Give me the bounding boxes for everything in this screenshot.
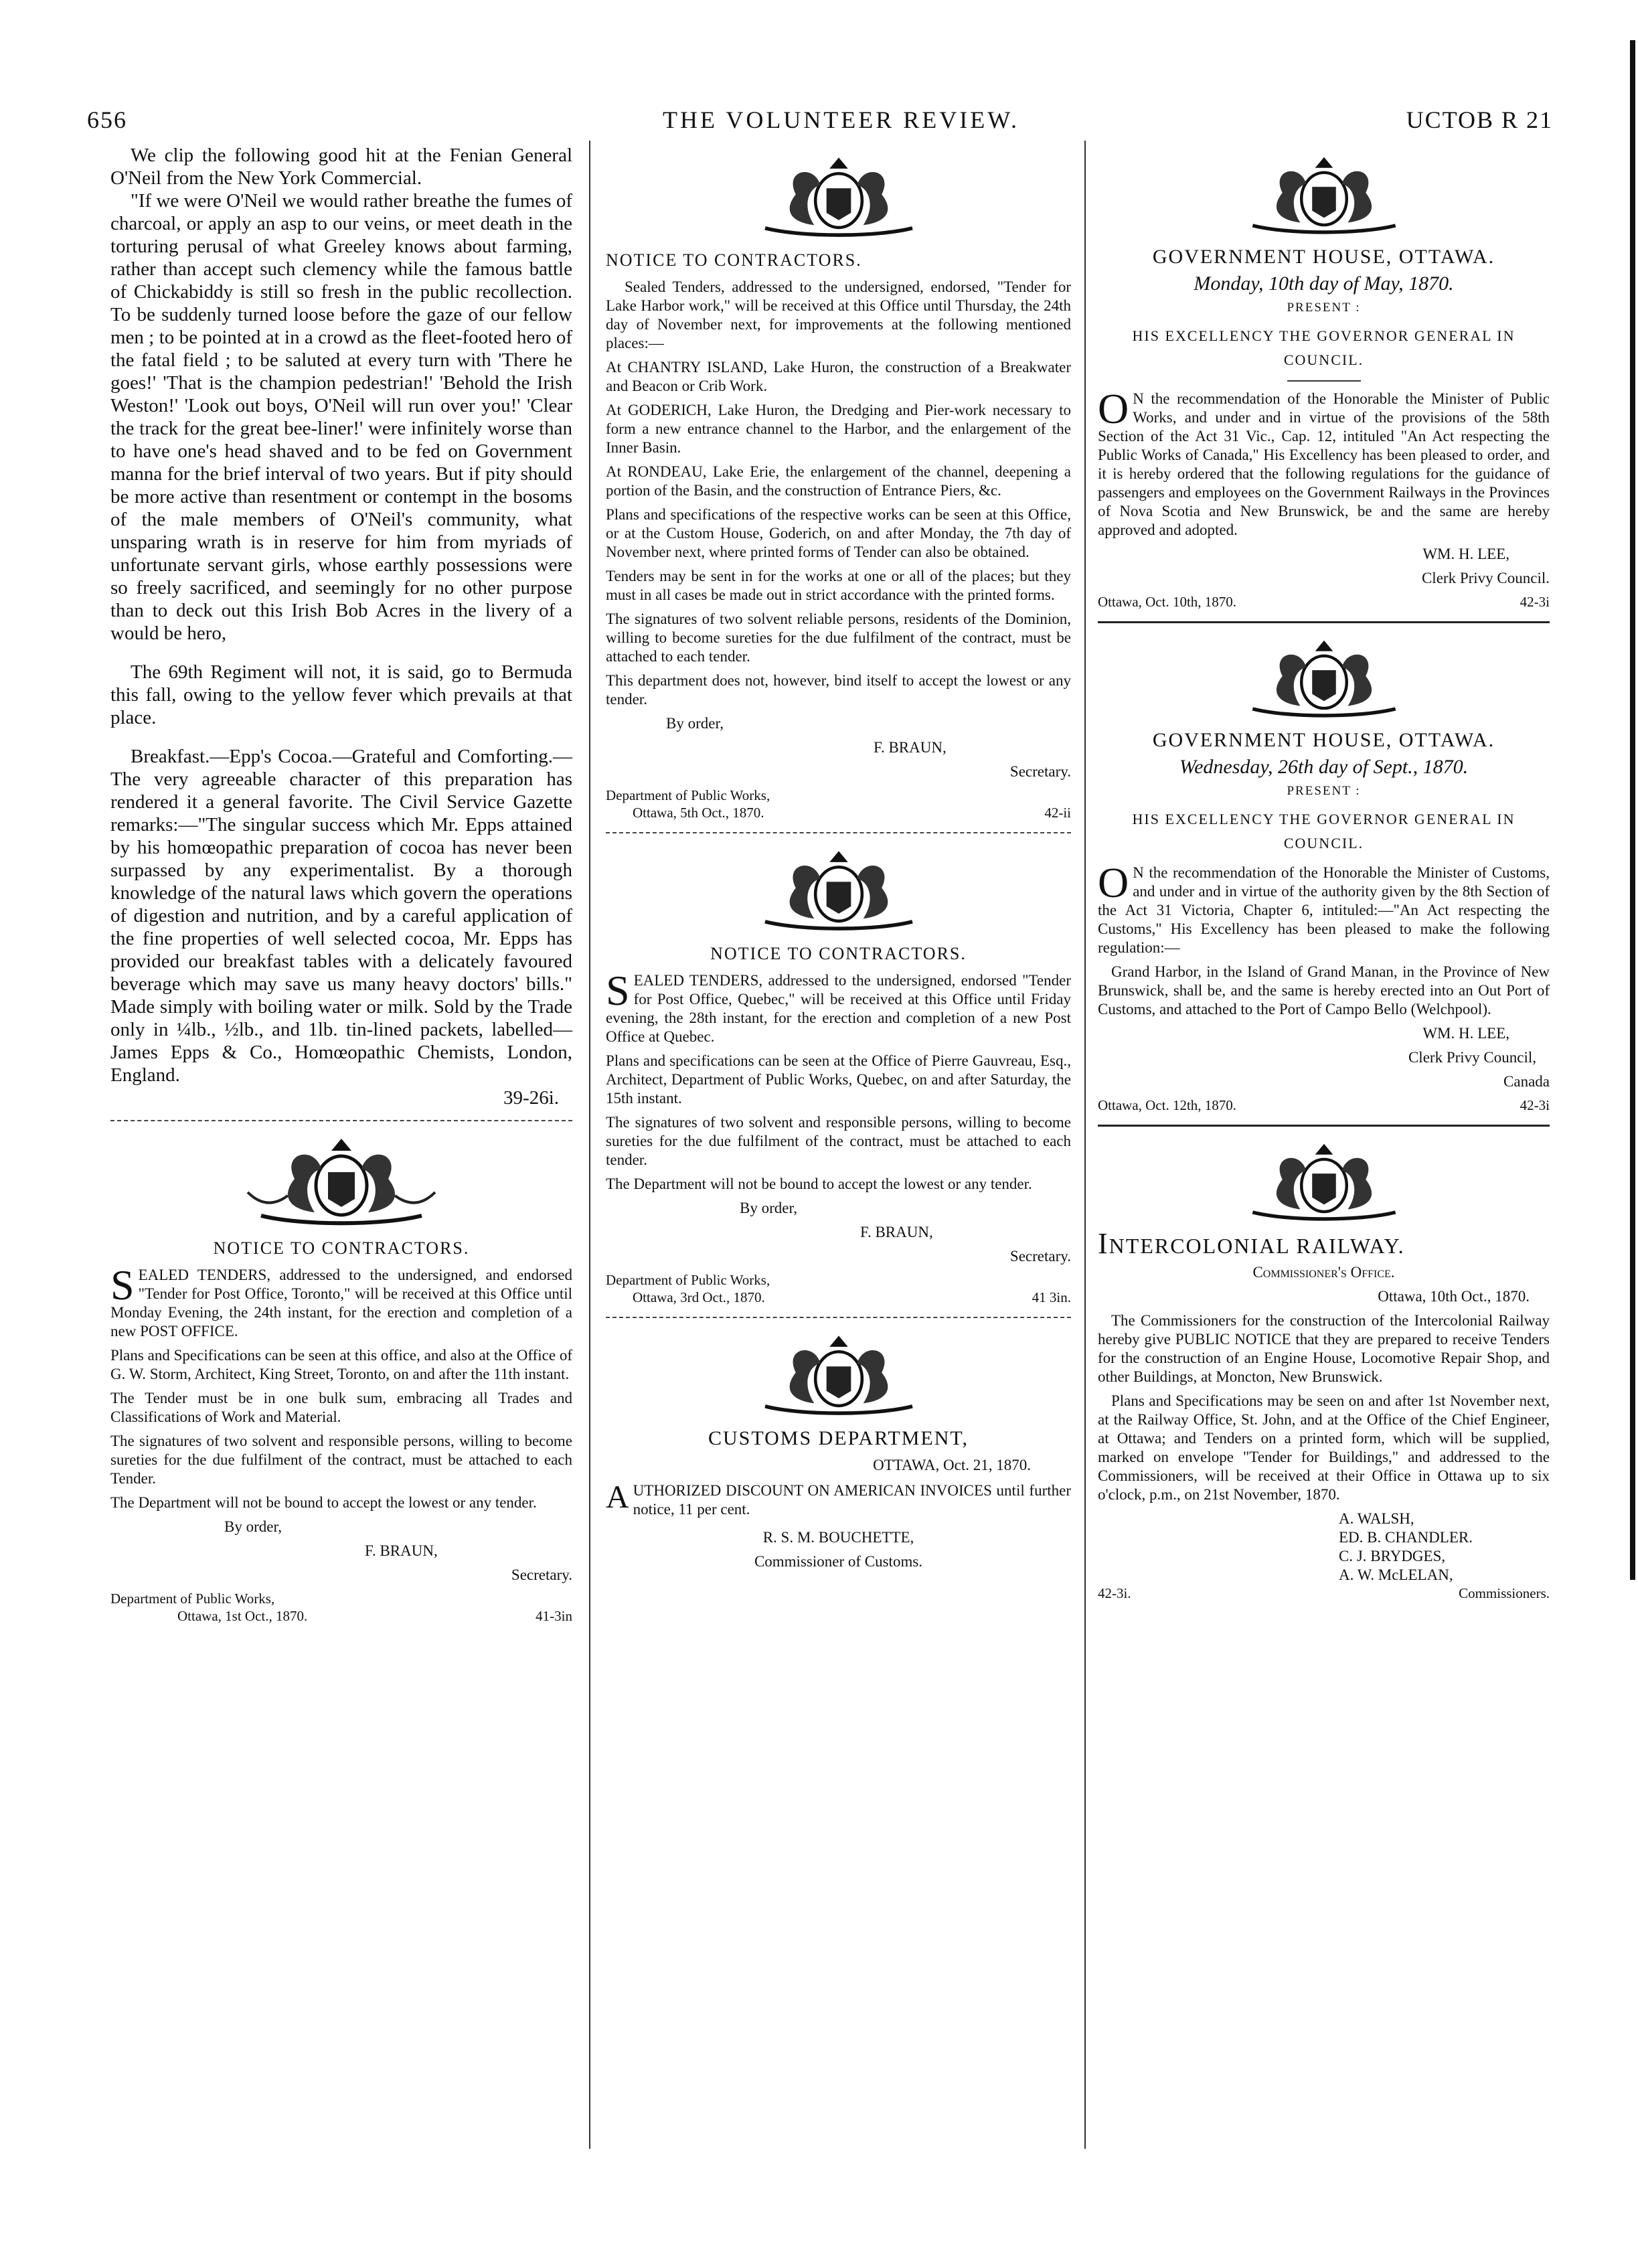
section-divider (1098, 621, 1550, 623)
notice-p3: The signatures of two solvent and responsible persons, willing to become sureties for the due fulfilment of the contract, must be attached to each tender. (606, 1114, 1071, 1168)
place-date: Ottawa, 10th Oct., 1870. (1378, 1288, 1530, 1305)
dept-name: Department of Public Works, (110, 1591, 275, 1607)
cocoa-ref: 39-26i. (503, 1087, 559, 1109)
by-order: By order, (224, 1518, 282, 1535)
section-divider (606, 832, 1071, 833)
signer: R. S. M. BOUCHETTE, (762, 1529, 914, 1546)
signer-role: Secretary. (1009, 1248, 1071, 1265)
notice-ref: 42-3i (1520, 594, 1550, 610)
oneil-article (110, 144, 572, 1109)
signer-4: A. W. McLELAN, (1339, 1566, 1453, 1583)
signer-role: Commissioners. (1459, 1585, 1550, 1601)
by-order: By order, (666, 715, 724, 732)
column-1 (110, 144, 572, 1625)
notice-intro: Sealed Tenders, addressed to the undersigned, endorsed, "Tender for Lake Harbor work," will be received at this Office until Thursday, the 24th day of November next, for improvements at the following mentioned places:— (606, 278, 1071, 351)
page-edge-rule (1630, 40, 1635, 1580)
signer-role: Clerk Privy Council, (1408, 1049, 1536, 1066)
rail-p1: The Commissioners for the construction of the Intercolonial Railway hereby give PUBLIC NOTICE that they are prepared to receive Tenders for the construction of an Engine House, Locomotive Repair Shop, and other Buildings, at Moncton, New Brunswick. (1098, 1312, 1550, 1385)
notice-p2: Plans and Specifications can be seen at this office, and also at the Office of G. W. Storm, Architect, King Street, Toronto, on and after the 11th instant. (110, 1347, 572, 1382)
gov-date: Monday, 10th day of May, 1870. (1194, 272, 1454, 295)
notice-p5: The Department will not be bound to accept the lowest or any tender. (110, 1494, 537, 1511)
notice-ref: 42-3i (1520, 1097, 1550, 1113)
notice-ref: 41-3in (536, 1608, 572, 1624)
gov-heading: GOVERNMENT HOUSE, OTTAWA. (1152, 729, 1495, 751)
notice-ref: 42-ii (1044, 805, 1071, 821)
notice-p1: EALED TENDERS, addressed to the undersigned, endorsed "Tender for Post Office, Quebec," will be received at this Office until Friday evening, the 28th instant, for the erection and completion of a new Post Office at Quebec. (606, 972, 1071, 1045)
section-divider (606, 1317, 1071, 1318)
column-2 (606, 144, 1071, 1576)
publication-title: THE VOLUNTEER REVIEW. (663, 106, 1019, 133)
place-date: Ottawa, Oct. 12th, 1870. (1098, 1097, 1237, 1113)
issue-date: UCTOB R 21 (1406, 106, 1553, 133)
rail-p2: Plans and Specifications may be seen on and after 1st November next, at the Railway Office, St. John, and at the Office of the Chief Engineer, at Ottawa; and Tenders on a printed form, which will be supplied, marked on envelope "Tender for Buildings," and addressed to the Commissioners, will be received at their Office in Ottawa up to six o'clock, p.m., on 21st November, 1870. (1098, 1392, 1550, 1503)
royal-crest-icon (728, 1329, 949, 1423)
signer: F. BRAUN, (874, 739, 947, 756)
rail-office: Commissioner's Office. (1252, 1264, 1395, 1281)
notice-ref: 42-3i. (1098, 1585, 1131, 1601)
royal-crest-icon (221, 1132, 462, 1232)
gov-house-may (1098, 248, 1550, 611)
signer-role: Commissioner of Customs. (754, 1553, 923, 1570)
royal-crest-icon (1217, 1137, 1431, 1228)
notice-toronto (110, 1239, 572, 1625)
dept-name: Department of Public Works, (606, 1272, 770, 1288)
place-date: Ottawa, 5th Oct., 1870. (633, 805, 764, 821)
excellency-line: HIS EXCELLENCY THE GOVERNOR GENERAL IN COUNCIL. (1132, 811, 1516, 852)
column-3 (1098, 144, 1550, 1602)
notice-heading: NOTICE TO CONTRACTORS. (606, 250, 862, 270)
notice-tenders: Tenders may be sent in for the works at one or all of the places; but they must in all cases be made out in strict accordance with the printed forms. (606, 568, 1071, 603)
customs-notice (606, 1429, 1071, 1571)
oneil-quote: "If we were O'Neil we would rather breathe the fumes of charcoal, or apply an asp to our veins, or meet death in the torturing perusal of what Greeley knows about farming, rather than accept such clemency while the famous battle of Chickabiddy is still so fresh in the public recollection. To be suddenly turned loose before the gaze of our fellow men ; to be pointed at in a crowd as the fleet-footed hero of the fatal field ; to be saluted at every turn with 'There he goes!' 'That is the champion pedestrian!' 'Behold the Irish Weston!' 'Look out boys, O'Neil will run over you!' 'Clear the track for the great bee-liner!' were infinitely worse than to have one's head shaved and to be fed on Government manna for the brief interval of two years. But if pity should be more active than resentment or contempt in the bosoms of the male members of O'Neil's community, what unsparing wrath is in reserve for him from myriads of unfortunate servant girls, whose earthly possessions were so freely sacrificed, and seemingly for no other purpose than to deck out this Irish Bob Acres in the livery of a would be hero, (110, 190, 572, 644)
place-date: Ottawa, 3rd Oct., 1870. (633, 1289, 765, 1305)
signer: F. BRAUN, (860, 1224, 933, 1240)
gov-heading: GOVERNMENT HOUSE, OTTAWA. (1152, 246, 1495, 268)
royal-crest-icon (1217, 634, 1431, 724)
dropcap-o: O (1098, 859, 1129, 906)
dropcap-s: S (110, 1261, 135, 1309)
notice-p2: Plans and specifications can be seen at the Office of Pierre Gauvreau, Esq., Architect, Department of Public Works, Quebec, on and after Saturday, the 15th instant. (606, 1052, 1071, 1107)
notice-ref: 41 3in. (1032, 1289, 1071, 1305)
oneil-intro: We clip the following good hit at the Fenian General O'Neil from the New York Commercial. (110, 145, 572, 189)
country: Canada (1503, 1073, 1550, 1090)
place-date: OTTAWA, Oct. 21, 1870. (873, 1457, 1031, 1473)
notice-p1: EALED TENDERS, addressed to the undersigned, and endorsed "Tender for Post Office, Toronto," will be received at this Office until Monday Evening, the 24th instant, for the erection and completion of a new POST OFFICE. (110, 1267, 572, 1340)
dropcap-i: I (1098, 1227, 1109, 1260)
page-number: 656 (87, 106, 127, 133)
gov-body: N the recommendation of the Honorable the Minister of Public Works, and under and in virtue of the provisions of the 58th Section of the Act 31 Vic., Cap. 12, intituled "An Act respecting the Public Works of Canada," His Excellency has been pleased to order, and it is hereby ordered that the following regulations for the guidance of passengers and employees on the Government Railways in the Provinces of Nova Scotia and New Brunswick, be and the same are hereby approved and adopted. (1098, 390, 1550, 538)
item-goderich: At GODERICH, Lake Huron, the Dredging and Pier-work necessary to form a new entrance channel to the Harbor, and the enlargement of the Inner Basin. (606, 402, 1071, 456)
rail-heading: NTERCOLONIAL RAILWAY. (1109, 1234, 1405, 1258)
signer: WM. H. LEE, (1422, 546, 1509, 562)
gov-house-sept (1098, 731, 1550, 1114)
dropcap-a: A (606, 1479, 629, 1515)
item-rondeau: At RONDEAU, Lake Erie, the enlargement of the channel, deepening a portion of the Basin, and the construction of Entrance Piers, &c. (606, 463, 1071, 499)
notice-quebec (606, 945, 1071, 1306)
dropcap-o: O (1098, 385, 1129, 432)
present-label: PRESENT : (1287, 784, 1361, 798)
place-date: Ottawa, 1st Oct., 1870. (177, 1608, 308, 1624)
signer-1: A. WALSH, (1339, 1510, 1414, 1527)
gov-date: Wednesday, 26th day of Sept., 1870. (1179, 756, 1469, 778)
signer-2: ED. B. CHANDLER. (1339, 1529, 1473, 1546)
place-date: Ottawa, Oct. 10th, 1870. (1098, 594, 1237, 610)
customs-heading: CUSTOMS DEPARTMENT, (708, 1427, 969, 1449)
notice-p3: The Tender must be in one bulk sum, embracing all Trades and Classifications of Work and Material. (110, 1390, 572, 1425)
customs-text: UTHORIZED DISCOUNT ON AMERICAN INVOICES until further notice, 11 per cent. (633, 1482, 1071, 1518)
royal-crest-icon (1217, 151, 1431, 241)
notice-p4: The Department will not be bound to accept the lowest or any tender. (606, 1176, 1032, 1192)
section-divider (1098, 1125, 1550, 1127)
signer-role: Secretary. (1009, 763, 1071, 780)
column-rule-1 (589, 141, 590, 2149)
gov-body: N the recommendation of the Honorable the Minister of Customs, and under and in virtue of the authority given by the 8th Section of the Act 31 Victoria, Chapter 6, intituled:—"An Act respecting the Customs," His Excellency has been pleased to make the following regulation:— (1098, 864, 1550, 956)
item-chantry: At CHANTRY ISLAND, Lake Huron, the construction of a Breakwater and Beacon or Crib Work. (606, 359, 1071, 394)
signer: WM. H. LEE, (1422, 1025, 1509, 1042)
notice-heading: NOTICE TO CONTRACTORS. (213, 1238, 470, 1258)
present-label: PRESENT : (1287, 301, 1361, 315)
column-rule-2 (1084, 141, 1086, 2149)
notice-plans: Plans and specifications of the respective works can be seen at this Office, or at the Custom House, Goderich, on and after Monday, the 7th day of November next, where printed forms of Tender can also be obtained. (606, 506, 1071, 560)
intercolonial-railway (1098, 1227, 1550, 1602)
royal-crest-icon (728, 151, 949, 244)
royal-crest-icon (728, 844, 949, 938)
signer-3: C. J. BRYDGES, (1339, 1548, 1446, 1564)
regiment-note: The 69th Regiment will not, it is said, go to Bermuda this fall, owing to the yellow fever which prevails at that place. (110, 661, 572, 728)
dept-name: Department of Public Works, (606, 787, 770, 803)
dropcap-s: S (606, 967, 630, 1014)
by-order: By order, (740, 1200, 797, 1216)
notice-nobind: This department does not, however, bind itself to accept the lowest or any tender. (606, 672, 1071, 708)
cocoa-advert: Breakfast.—Epp's Cocoa.—Grateful and Comforting.—The very agreeable character of this preparation has rendered it a general favorite. The Civil Service Gazette remarks:—"The singular success which Mr. Epps attained by his homœopathic preparation of cocoa has never been surpassed by any experimentalist. By a thorough knowledge of the natural laws which govern the operations of digestion and nutrition, and by a careful application of the fine properties of well selected cocoa, Mr. Epps has provided our breakfast tables with a delicately favoured beverage which may save us many heavy doctors' bills." Made simply with boiling water or milk. Sold by the Trade only in ¼lb., ½lb., and 1lb. tin-lined packets, labelled—James Epps & Co., Homœopathic Chemists, London, England. (110, 746, 572, 1086)
notice-p4: The signatures of two solvent and responsible persons, willing to become sureties for the due fulfilment of the contract, must be attached to each Tender. (110, 1433, 572, 1487)
section-divider (110, 1120, 572, 1121)
signer-role: Clerk Privy Council. (1421, 570, 1550, 586)
notice-heading: NOTICE TO CONTRACTORS. (710, 944, 967, 963)
notice-lake-harbor (606, 251, 1071, 821)
signer: F. BRAUN, (365, 1542, 438, 1559)
page-header (87, 100, 1553, 141)
signer-role: Secretary. (511, 1566, 572, 1583)
notice-signatures: The signatures of two solvent reliable persons, residents of the Dominion, willing to become sureties for the due fulfilment of the contract, must be attached to each tender. (606, 611, 1071, 665)
excellency-line: HIS EXCELLENCY THE GOVERNOR GENERAL IN COUNCIL. (1132, 327, 1516, 368)
grand-harbor: Grand Harbor, in the Island of Grand Manan, in the Province of New Brunswick, shall be, and the same is hereby erected into an Out Port of Customs, and attached to the Port of Campo Bello (Welchpool). (1098, 963, 1550, 1018)
